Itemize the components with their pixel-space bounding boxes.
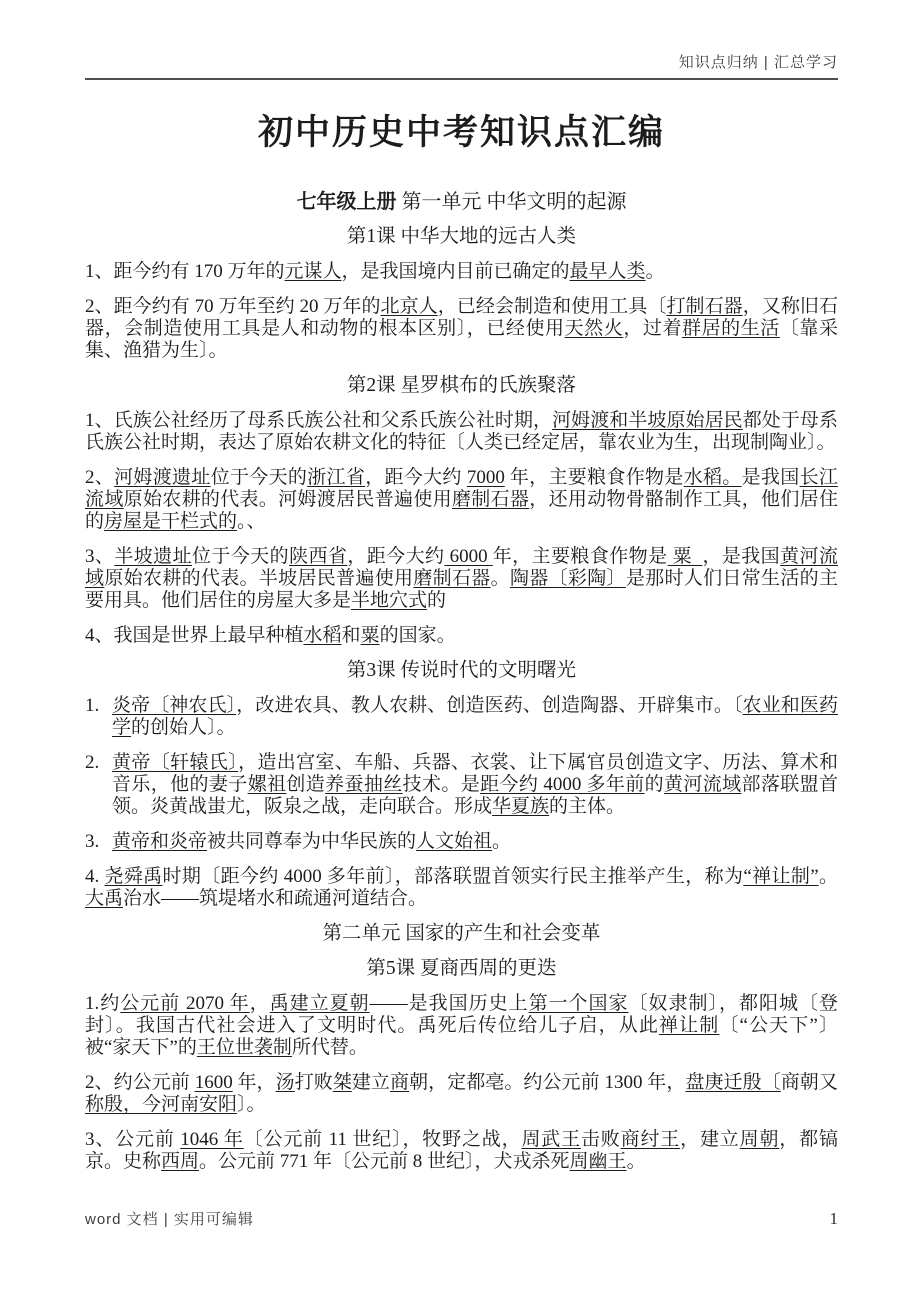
text-run: ，改进农具、教人农耕、创造医药、创造陶器、开辟集市。〔 xyxy=(236,695,743,716)
underlined-text: 水稻 xyxy=(303,625,342,646)
list-marker: 2. xyxy=(85,752,100,773)
text-run: ， xyxy=(249,993,270,1014)
underlined-text: 6000 xyxy=(444,546,493,567)
text-run: ，距今大约 xyxy=(347,546,445,567)
header-tagline: 知识点归纳 | 汇总学习 xyxy=(678,54,838,71)
lesson-heading xyxy=(85,660,838,682)
footer-label: word 文档 | 实用可编辑 xyxy=(85,1211,254,1228)
text-run: 1、距今约有 170 万年的 xyxy=(85,261,285,282)
underlined-text: 农业和医药学 xyxy=(112,695,838,738)
underlined-text: 群居的生活 xyxy=(682,318,780,339)
unit-heading xyxy=(85,923,838,945)
underlined-text: 陕西省 xyxy=(289,546,348,567)
text-run: 〔“公天下”〕被“家天下”的 xyxy=(85,1015,838,1058)
lesson-heading xyxy=(85,958,838,980)
underlined-text: 1600 xyxy=(194,1072,233,1093)
underlined-text: 汤 xyxy=(275,1072,295,1093)
paragraph xyxy=(85,1072,838,1116)
paragraph xyxy=(85,1129,838,1173)
list-item xyxy=(85,831,838,853)
text-run: 年，主要粮食作物是 xyxy=(504,467,684,488)
underlined-text: 炎帝〔神农氏〕 xyxy=(112,695,237,716)
paragraph xyxy=(85,410,838,454)
underlined-text: 大禹 xyxy=(85,888,124,909)
underlined-text: 距今约 4000 多年前 xyxy=(480,774,645,795)
text-run: 〔公元前 11 世纪〕，牧野之战， xyxy=(243,1129,522,1150)
underlined-text: 黄帝和炎帝 xyxy=(112,831,208,852)
paragraph xyxy=(85,993,838,1059)
text-run: 2、约公元前 xyxy=(85,1072,195,1093)
text-run: 建立 xyxy=(351,1072,390,1093)
underlined-text: 公元前 2070 年 xyxy=(120,993,250,1014)
underlined-text: 嫘祖 xyxy=(247,774,287,795)
text-run: 第二单元 国家的产生和社会变革 xyxy=(322,923,601,944)
text-run: ，过着 xyxy=(623,318,683,339)
underlined-text: 周幽王 xyxy=(569,1151,627,1172)
list-item xyxy=(85,752,838,818)
underlined-text: 粟 xyxy=(360,625,380,646)
text-run: 。 xyxy=(626,1151,646,1172)
text-run: 和 xyxy=(341,625,361,646)
text-run: 〔奴隶制〕，都阳城〔登封〕。我国古代社会进入了文明时代。禹死后传位给儿子启，从此 xyxy=(85,993,838,1036)
text-run: ，已经会制造和使用工具〔 xyxy=(437,296,667,317)
text-run: 。、 xyxy=(237,511,266,532)
list-item-text xyxy=(112,831,838,853)
text-run: 的 xyxy=(644,774,664,795)
text-run: 是我国 xyxy=(741,467,800,488)
text-run: 打败 xyxy=(294,1072,333,1093)
page-footer xyxy=(85,1208,838,1229)
text-run: 的主体。 xyxy=(549,796,626,817)
paragraph xyxy=(85,866,838,910)
text-run: 年，主要粮食作物是 xyxy=(492,546,668,567)
text-run: 〕。 xyxy=(237,1094,266,1115)
underlined-text: 磨制石器 xyxy=(413,568,491,589)
text-run: 2、距今约有 70 万年至约 20 万年的 xyxy=(85,296,381,317)
text-run: 的国家。 xyxy=(379,625,456,646)
underlined-text: 7000 xyxy=(466,467,505,488)
text-run: 技术。是 xyxy=(402,774,481,795)
underlined-text: 陶器〔彩陶〕 xyxy=(509,568,626,589)
underlined-text: 华夏族 xyxy=(492,796,550,817)
text-run: 击败 xyxy=(580,1129,621,1150)
paragraph xyxy=(85,625,838,647)
text-run: ，距今大约 xyxy=(365,467,467,488)
underlined-text: 人文始祖 xyxy=(416,831,493,852)
text-run: ，是我国境内目前已确定的 xyxy=(341,261,570,282)
text-run: 第一单元 中华文明的起源 xyxy=(396,191,627,213)
underlined-text: 元谋人 xyxy=(284,261,342,282)
text-run: 第5课 夏商西周的更迭 xyxy=(366,958,557,979)
underlined-text: 半地穴式 xyxy=(351,590,428,611)
text-run: 的 xyxy=(427,590,447,611)
text-run: 〔靠采集、渔猎为生〕。 xyxy=(85,318,838,361)
list-item-text xyxy=(112,752,838,818)
underlined-text: 商纣王 xyxy=(620,1129,681,1150)
text-run: 3、公元前 xyxy=(85,1129,181,1150)
text-run: 。公元前 771 年〔公元前 8 世纪〕，犬戎杀死 xyxy=(199,1151,570,1172)
text-run: 4. xyxy=(85,866,105,887)
text-run: 第3课 传说时代的文明曙光 xyxy=(346,660,577,681)
text-run: ，又称旧石器，会制造使用工具是人和动物的根本区别〕，已经使用 xyxy=(85,296,838,339)
underlined-text: 尧舜禹 xyxy=(104,866,163,887)
underlined-text: 称殷，今河南安阳 xyxy=(85,1094,238,1115)
paragraph xyxy=(85,546,838,612)
text-run: 原始农耕的代表。河姆渡居民普遍使用 xyxy=(123,489,452,510)
document-title: 初中历史中考知识点汇编 xyxy=(257,113,665,152)
book-unit-heading xyxy=(85,191,838,213)
underlined-text: 水稻。 xyxy=(683,467,742,488)
text-run: 3、 xyxy=(85,546,115,567)
text-run: 七年级上册 xyxy=(296,191,397,213)
underlined-text: 房屋是干栏式的 xyxy=(104,511,238,532)
underlined-text: 河姆渡遗址 xyxy=(114,467,211,488)
paragraph xyxy=(85,296,838,362)
text-run: 4、我国是世界上最早种植 xyxy=(85,625,304,646)
text-run: 第2课 星罗棋布的氏族聚落 xyxy=(346,375,577,396)
underlined-text: 黄河流域 xyxy=(85,546,838,589)
text-run: 第1课 中华大地的远古人类 xyxy=(346,226,577,247)
underlined-text: 半坡遗址 xyxy=(114,546,193,567)
underlined-text: 北京人 xyxy=(380,296,438,317)
text-run: ，是我国 xyxy=(702,546,781,567)
list-marker: 3. xyxy=(85,831,100,852)
underlined-text: “禅让制” xyxy=(743,866,819,887)
text-run: ——是我国历史上 xyxy=(369,993,529,1014)
text-run: 1、氏族公社经历了母系氏族公社和父系氏族公社时期， xyxy=(85,410,553,431)
underlined-text: 打制石器 xyxy=(666,296,743,317)
text-run: 。 xyxy=(492,831,512,852)
header-rule xyxy=(85,78,838,80)
text-run: 原始农耕的代表。半坡居民普遍使用 xyxy=(104,568,414,589)
underlined-text: 黄帝〔轩辕氏〕 xyxy=(112,752,239,773)
text-run: 治水——筑堤堵水和疏通河道结合。 xyxy=(123,888,428,909)
underlined-text: 磨制石器 xyxy=(451,489,530,510)
underlined-text: 禅让制 xyxy=(659,1015,720,1036)
text-run: 2、 xyxy=(85,467,115,488)
text-run: 所代替。 xyxy=(291,1037,368,1058)
document-content xyxy=(85,191,838,1173)
page-number: 1 xyxy=(829,1209,838,1228)
list-item-text xyxy=(112,695,838,739)
text-run: 。 xyxy=(818,866,838,887)
underlined-text: 商 xyxy=(390,1072,410,1093)
underlined-text: 西周 xyxy=(161,1151,200,1172)
text-run: 是那时人们日常生活的主要用具。他们居住的房屋大多是 xyxy=(85,568,838,611)
underlined-text: 浙江省 xyxy=(307,467,366,488)
text-run: 商朝又 xyxy=(780,1072,838,1093)
text-run: 创造 xyxy=(286,774,326,795)
text-run: ，建立 xyxy=(680,1129,740,1150)
text-run: 朝，定都亳。约公元前 1300 年， xyxy=(409,1072,686,1093)
text-run: 位于今天的 xyxy=(192,546,290,567)
text-run: 都处于母系氏族公社时期，表达了原始农耕文化的特征〔人类已经定居，靠农业为生，出现制陶业〕。 xyxy=(85,410,838,453)
text-run: 被共同尊奉为中华民族的 xyxy=(207,831,417,852)
list-item xyxy=(85,695,838,739)
text-run: 位于今天的 xyxy=(210,467,308,488)
underlined-text: 长江流域 xyxy=(85,467,838,510)
list-marker: 1. xyxy=(85,695,100,716)
page-header xyxy=(85,50,838,72)
text-run: 年， xyxy=(232,1072,276,1093)
text-run: ，还用动物骨骼制作工具，他们居住的 xyxy=(85,489,838,532)
underlined-text: 粟 xyxy=(667,546,703,567)
text-run: ，都镐京。史称 xyxy=(85,1129,838,1172)
underlined-text: 第一个国家 xyxy=(528,993,629,1014)
lesson-heading xyxy=(85,375,838,397)
underlined-text: 桀 xyxy=(332,1072,352,1093)
text-run: ，造出宫室、车船、兵器、衣裳、让下属官员创造文字、历法、算术和音乐，他的妻子 xyxy=(112,752,838,795)
paragraph xyxy=(85,261,838,283)
underlined-text: 天然火 xyxy=(564,318,624,339)
text-run: 的创始人〕。 xyxy=(131,717,236,738)
underlined-text: 黄河流域 xyxy=(663,774,742,795)
text-run: 。 xyxy=(645,261,665,282)
underlined-text: 周朝 xyxy=(739,1129,780,1150)
text-run: 1.约 xyxy=(85,993,121,1014)
underlined-text: 1046 年 xyxy=(180,1129,244,1150)
underlined-text: 禹建立夏朝 xyxy=(269,993,370,1014)
underlined-text: 养蚕抽丝 xyxy=(325,774,403,795)
underlined-text: 王位世袭制 xyxy=(196,1037,292,1058)
underlined-text: 最早人类 xyxy=(569,261,646,282)
text-run: 部落联盟首领。炎黄战蚩尤，阪泉之战，走向联合。形成 xyxy=(112,774,838,817)
underlined-text: 盘庚迁殷〔 xyxy=(685,1072,781,1093)
underlined-text: 周武王 xyxy=(521,1129,581,1150)
text-run: 时期〔距今约 4000 多年前〕，部落联盟首领实行民主推举产生，称为 xyxy=(162,866,744,887)
lesson-heading xyxy=(85,226,838,248)
paragraph xyxy=(85,467,838,533)
text-run: 。 xyxy=(490,568,510,589)
underlined-text: 河姆渡和半坡原始居民 xyxy=(552,410,743,431)
